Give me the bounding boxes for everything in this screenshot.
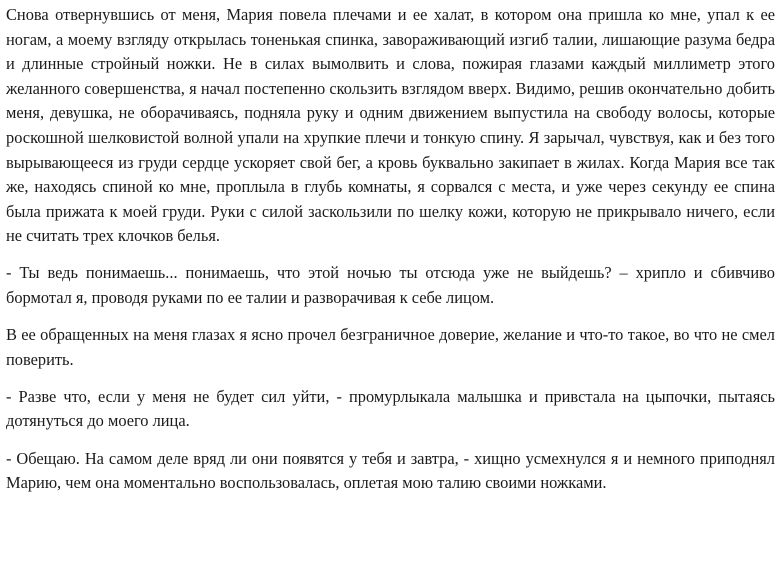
paragraph-4: - Разве что, если у меня не будет сил уйти, - промурлыкала малышка и привстала на цыпочки, пытаясь дотянуться до моего лица.	[6, 386, 775, 431]
paragraph-5: - Обещаю. На самом деле вряд ли они появятся у тебя и завтра, - хищно усмехнулся я и немного приподнял Марию, чем она моментально воспользовалась, оплетая мою талию своими ножками.	[6, 448, 775, 493]
paragraph-1: Снова отвернувшись от меня, Мария повела плечами и ее халат, в котором она пришла ко мне, упал к ее ногам, а моему взгляду открылась тоненькая спинка, завораживающий изгиб талии, лишающие разума бедра и длинные стройный ножки. Не в силах вымолвить и слова, пожирая глазами каждый миллиметр этого желанного совершенства, я начал постепенно скользить взглядом вверх. Видимо, решив окончательно добить меня, девушка, не оборачиваясь, подняла руку и одним движением выпустила на свободу волосы, которые роскошной шелковистой волной упали на хрупкие плечи и тонкую спину. Я зарычал, чувствуя, как и без того вырывающееся из груди сердце ускоряет свой бег, а кровь буквально закипает в жилах. Когда Мария все так же, находясь спиной ко мне, проплыла в глубь комнаты, я сорвался с места, и уже через секунду ее спина была прижата к моей груди. Руки с силой заскользили по шелку кожи, которую не прикрывало ничего, если не считать трех клочков белья.	[6, 5, 775, 246]
paragraph-2: - Ты ведь понимаешь... понимаешь, что этой ночью ты отсюда уже не выйдешь? – хрипло и сбивчиво бормотал я, проводя руками по ее талии и разворачивая к себе лицом.	[6, 263, 775, 308]
paragraph-3: В ее обращенных на меня глазах я ясно прочел безграничное доверие, желание и что-то такое, во что не смел поверить.	[6, 325, 775, 369]
